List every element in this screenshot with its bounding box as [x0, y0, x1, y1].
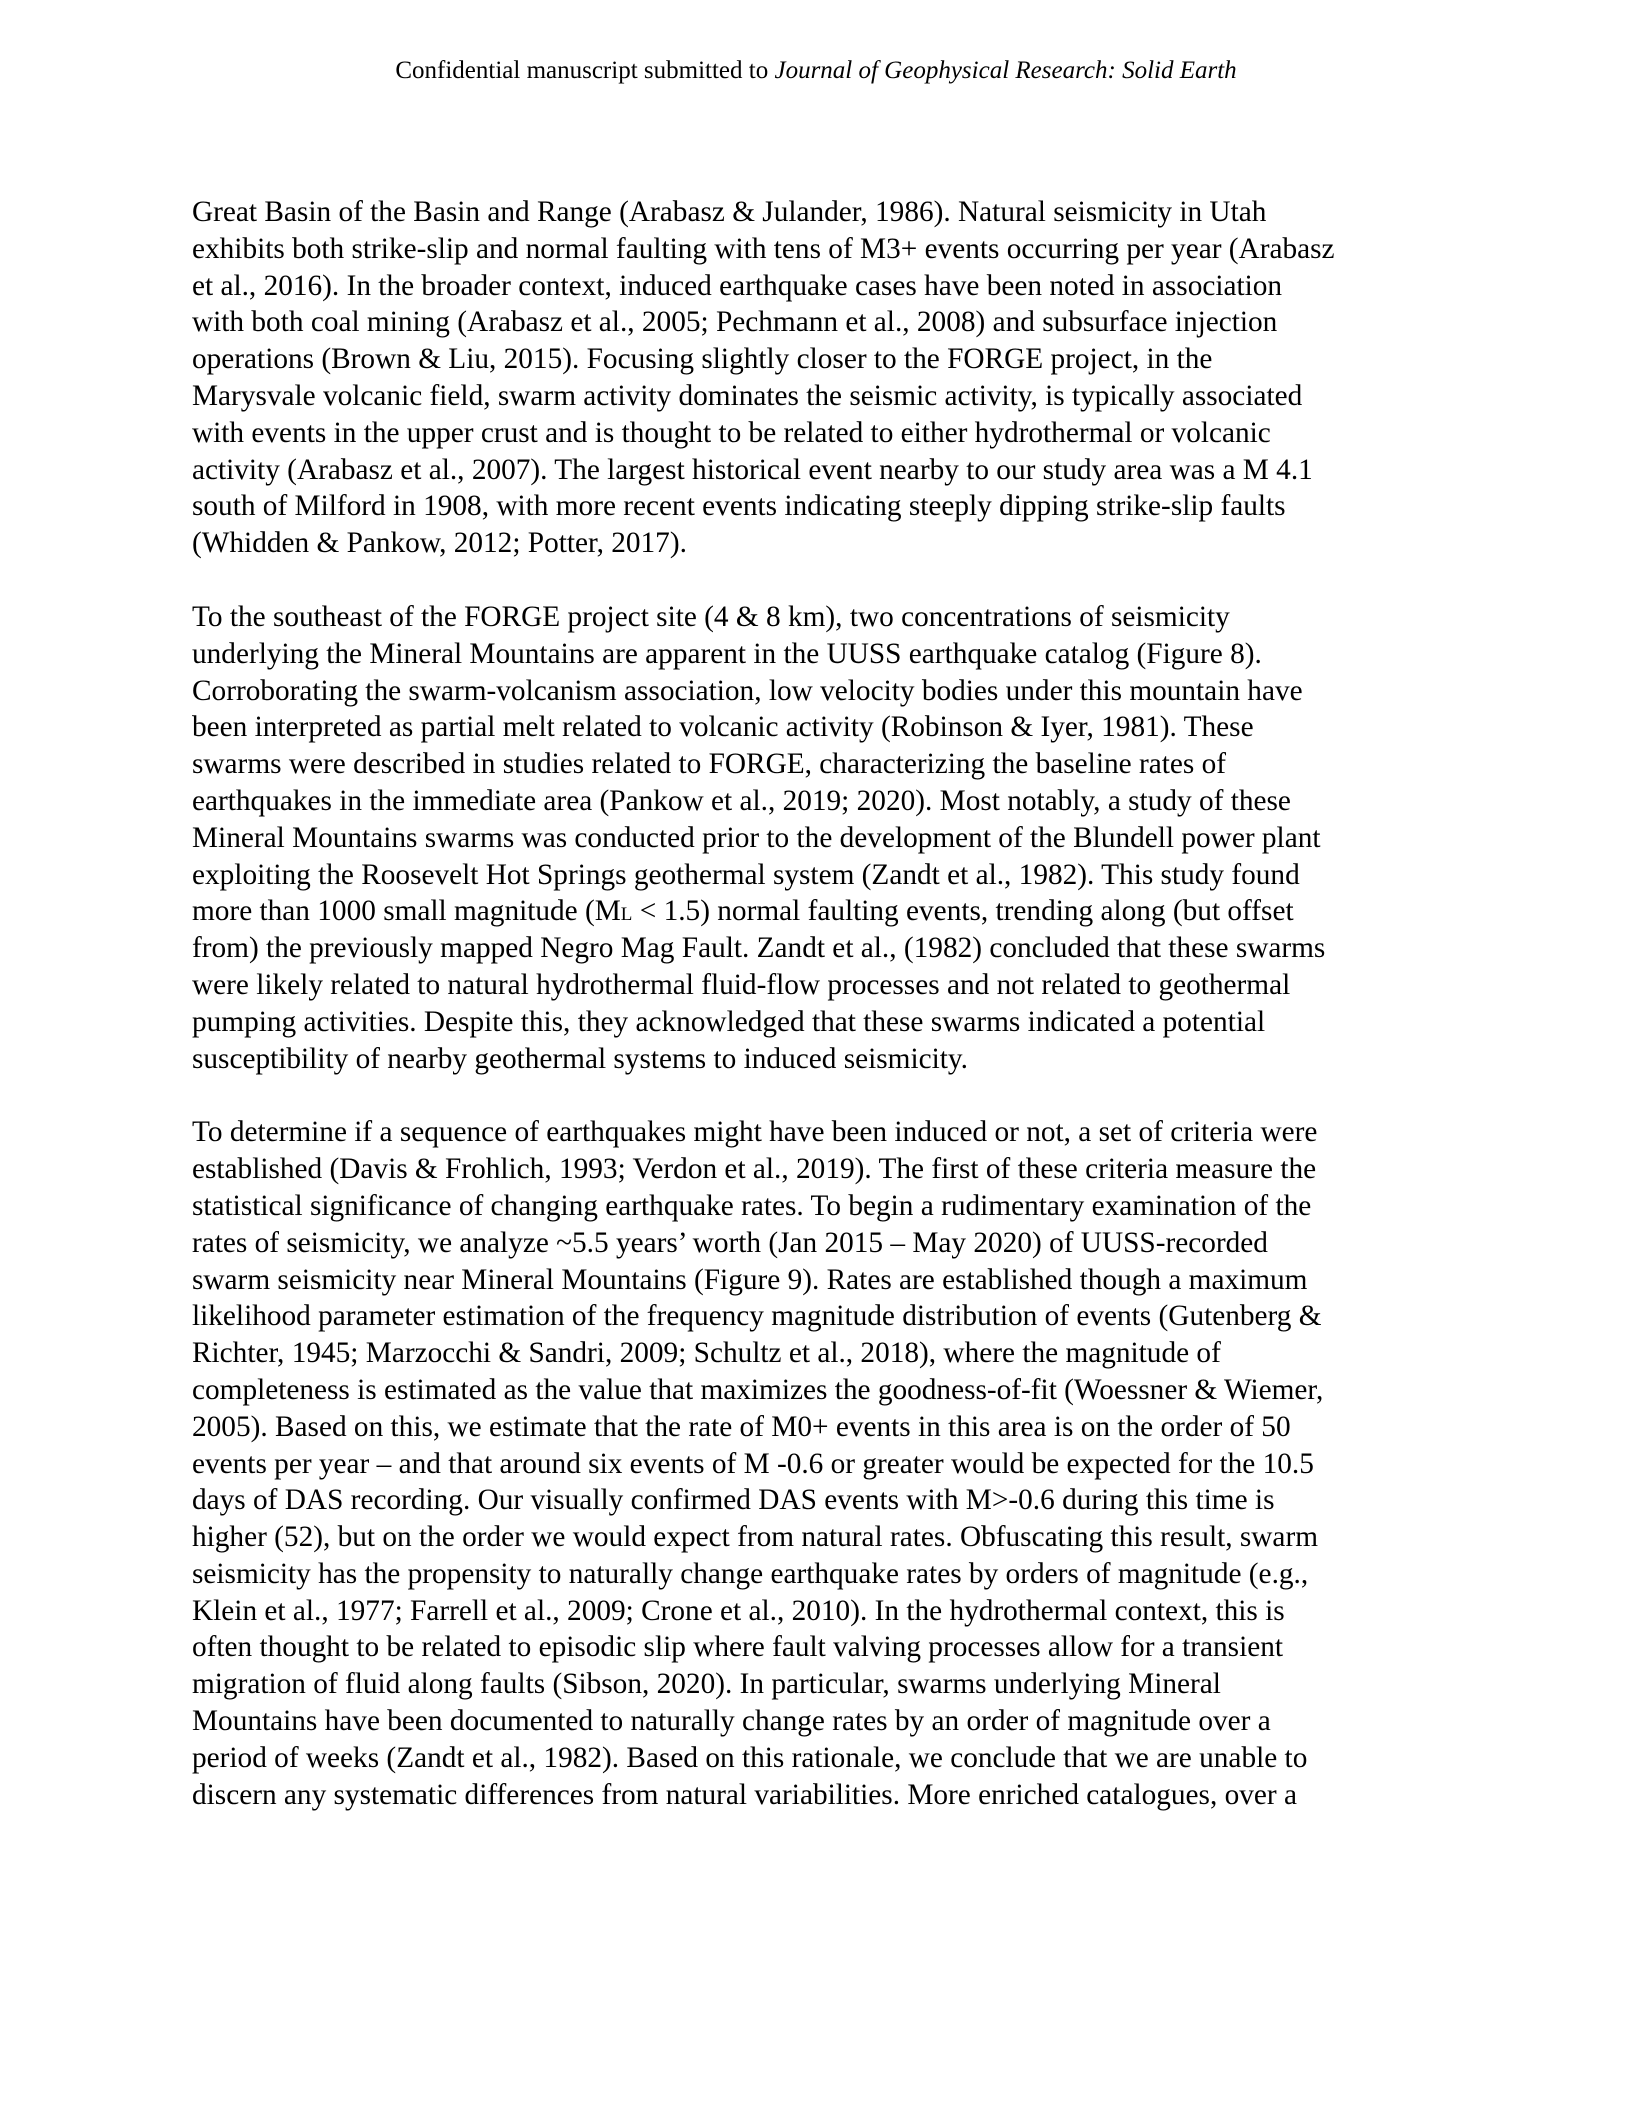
text-line: exploiting the Roosevelt Hot Springs geothermal system (Zandt et al., 1982). This study found [192, 858, 1300, 891]
magnitude-subscript: L [620, 904, 633, 926]
body-text [192, 194, 1462, 1850]
text-line: were likely related to natural hydrothermal fluid-flow processes and not related to geothermal [192, 968, 1291, 1001]
text-line: operations (Brown & Liu, 2015). Focusing slightly closer to the FORGE project, in the [192, 343, 1213, 376]
text-line: Mountains have been documented to naturally change rates by an order of magnitude over a [192, 1705, 1271, 1738]
text-line: likelihood parameter estimation of the frequency magnitude distribution of events (Gutenberg & [192, 1300, 1322, 1333]
journal-name: Journal of Geophysical Research: Solid Earth [774, 57, 1237, 84]
text-line: days of DAS recording. Our visually confirmed DAS events with M>-0.6 during this time is [192, 1484, 1275, 1517]
magnitude-text-line [192, 893, 1462, 930]
text-line: often thought to be related to episodic slip where fault valving processes allow for a transient [192, 1631, 1283, 1664]
text-line: et al., 2016). In the broader context, induced earthquake cases have been noted in association [192, 269, 1283, 302]
text-line: from) the previously mapped Negro Mag Fault. Zandt et al., (1982) concluded that these swarms [192, 932, 1326, 965]
paragraph-induced-criteria [192, 1114, 1462, 1813]
text-line: been interpreted as partial melt related to volcanic activity (Robinson & Iyer, 1981). These [192, 711, 1254, 744]
text-line: discern any systematic differences from natural variabilities. More enriched catalogues, over a [192, 1778, 1297, 1811]
text-line: rates of seismicity, we analyze ~5.5 years’ worth (Jan 2015 – May 2020) of UUSS-recorded [192, 1226, 1268, 1259]
text-line: migration of fluid along faults (Sibson, 2020). In particular, swarms underlying Mineral [192, 1668, 1221, 1701]
text-line: Richter, 1945; Marzocchi & Sandri, 2009; Schultz et al., 2018), where the magnitude of [192, 1337, 1221, 1370]
text-line: earthquakes in the immediate area (Pankow et al., 2019; 2020). Most notably, a study of these [192, 784, 1291, 817]
text-segment: < 1.5) normal faulting events, trending along (but offset [632, 895, 1294, 928]
text-line: pumping activities. Despite this, they acknowledged that these swarms indicated a potential [192, 1005, 1266, 1038]
text-line: activity (Arabasz et al., 2007). The largest historical event nearby to our study area was a M 4.1 [192, 453, 1313, 486]
text-line: Corroborating the swarm-volcanism association, low velocity bodies under this mountain have [192, 674, 1303, 707]
text-line: (Whidden & Pankow, 2012; Potter, 2017). [192, 527, 687, 560]
text-line: underlying the Mineral Mountains are apparent in the UUSS earthquake catalog (Figure 8). [192, 637, 1262, 670]
text-line: with events in the upper crust and is thought to be related to either hydrothermal or volcanic [192, 416, 1271, 449]
text-line: higher (52), but on the order we would expect from natural rates. Obfuscating this result, swarm [192, 1521, 1318, 1554]
text-line: period of weeks (Zandt et al., 1982). Based on this rationale, we conclude that we are unable to [192, 1741, 1308, 1774]
text-line: Great Basin of the Basin and Range (Arabasz & Julander, 1986). Natural seismicity in Utah [192, 196, 1267, 228]
paragraph-utah-seismicity [192, 194, 1462, 562]
text-line: south of Milford in 1908, with more recent events indicating steeply dipping strike-slip faults [192, 490, 1286, 523]
text-line: Mineral Mountains swarms was conducted prior to the development of the Blundell power plant [192, 821, 1321, 854]
paragraph-mineral-mountains-swarms [192, 599, 1462, 1077]
text-line: To the southeast of the FORGE project site (4 & 8 km), two concentrations of seismicity [192, 600, 1230, 633]
running-header [0, 56, 1632, 86]
text-line: To determine if a sequence of earthquakes might have been induced or not, a set of criteria were [192, 1116, 1318, 1149]
text-line: exhibits both strike-slip and normal faulting with tens of M3+ events occurring per year (Arabasz [192, 232, 1335, 265]
header-prefix: Confidential manuscript submitted to [395, 57, 775, 84]
text-line: established (Davis & Frohlich, 1993; Verdon et al., 2019). The first of these criteria measure the [192, 1153, 1317, 1186]
text-line: 2005). Based on this, we estimate that the rate of M0+ events in this area is on the order of 50 [192, 1410, 1291, 1443]
text-line: with both coal mining (Arabasz et al., 2005; Pechmann et al., 2008) and subsurface injection [192, 306, 1278, 339]
text-line: seismicity has the propensity to naturally change earthquake rates by orders of magnitude (e.g., [192, 1557, 1309, 1590]
text-line: statistical significance of changing earthquake rates. To begin a rudimentary examination of the [192, 1189, 1312, 1222]
text-line: Marysvale volcanic field, swarm activity dominates the seismic activity, is typically associated [192, 379, 1303, 412]
text-line: events per year – and that around six events of M -0.6 or greater would be expected for the 10.5 [192, 1447, 1314, 1480]
text-line: swarms were described in studies related to FORGE, characterizing the baseline rates of [192, 748, 1226, 781]
text-line: completeness is estimated as the value that maximizes the goodness-of-fit (Woessner & Wiemer, [192, 1373, 1324, 1406]
text-segment: more than 1000 small magnitude (M [192, 895, 621, 928]
text-line: susceptibility of nearby geothermal systems to induced seismicity. [192, 1042, 968, 1075]
text-line: swarm seismicity near Mineral Mountains (Figure 9). Rates are established though a maximum [192, 1263, 1308, 1296]
text-line: Klein et al., 1977; Farrell et al., 2009; Crone et al., 2010). In the hydrothermal context, this is [192, 1594, 1285, 1627]
